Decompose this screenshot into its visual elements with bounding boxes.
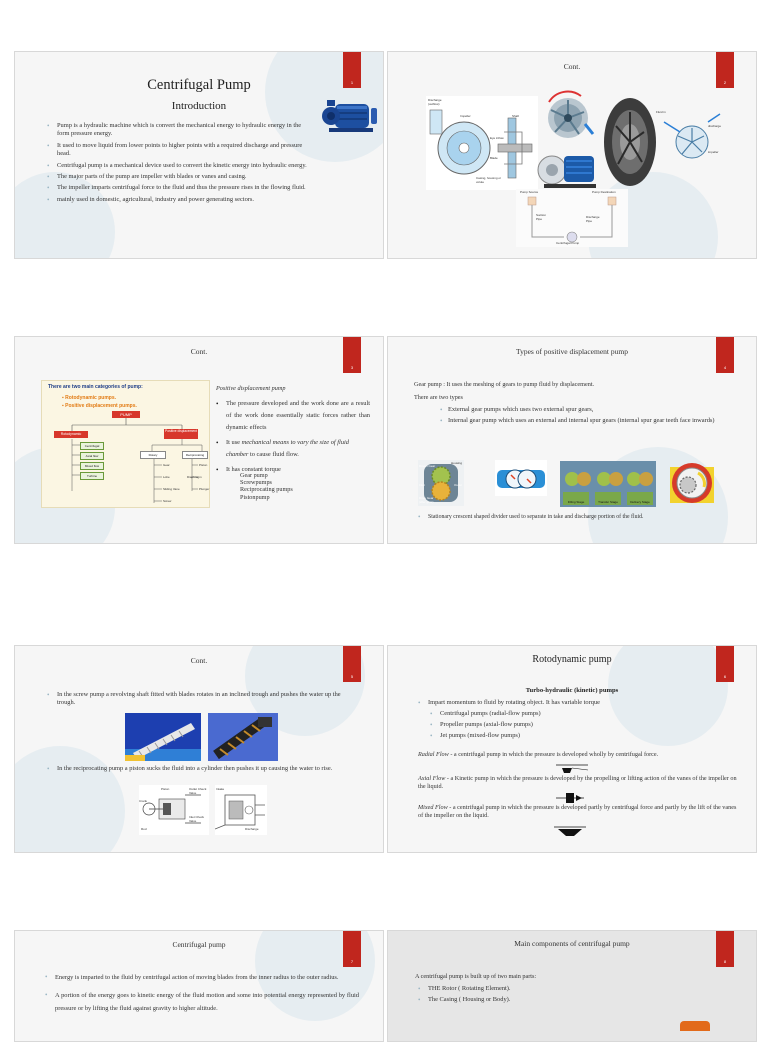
slide-5 — [14, 645, 384, 853]
bullet-item: • Impart momentum to fluid by rotating object. It has variable torque — [416, 699, 736, 707]
slide-8 — [387, 930, 757, 1042]
pd-bullet-list — [214, 398, 370, 479]
components-list — [416, 985, 716, 1008]
slide-number-tab: 1 — [343, 52, 361, 88]
reciprocating-pump-diagram — [139, 785, 209, 835]
bullet-item: • It use mechanical means to vary the size of fluid chamber to cause fluid flow. — [214, 437, 370, 461]
tree-sliding-vane: Sliding Vane — [163, 487, 180, 491]
pd-type: Screwpumps — [240, 479, 272, 487]
bullet-list — [45, 122, 311, 207]
slide-title: Cont. — [190, 347, 208, 356]
slide-number-tab: 2 — [716, 52, 734, 88]
screw-pump-bullet — [45, 691, 351, 711]
tree-centrifugal: Centrifugal — [80, 442, 104, 450]
screw-pump-3d-image — [208, 713, 278, 761]
chart-item-rotodynamic: ▪ Rotodynamic pumps. — [62, 395, 117, 401]
tree-rotodynamic: Rotodynamic — [54, 431, 88, 438]
tree-turbine: Turbine — [80, 472, 104, 480]
label-housing: Housing — [451, 461, 463, 465]
label-discharge: Discharge — [245, 827, 259, 831]
stage-filling: Filling Stage — [563, 492, 589, 505]
slide-7 — [14, 930, 384, 1042]
label-outlet: Outlet — [454, 483, 463, 487]
bullet-item: • It has constant torque — [214, 464, 370, 476]
pd-heading: Positive displacement pump — [216, 385, 286, 392]
pd-type: Gear pump — [240, 472, 268, 479]
component-image-peek — [680, 1021, 710, 1031]
slide-6 — [387, 645, 757, 853]
chart-heading: There are two main categories of pump: — [48, 384, 143, 390]
tree-positive-displacement: Positive displacement — [164, 429, 198, 439]
label-discharge-outflow: Discharge (outflow) — [428, 98, 442, 106]
label-suction-pipe: Suction Pipe — [536, 213, 547, 221]
slide-title: Cont. — [190, 656, 208, 665]
centrifugal-bullet-list — [43, 971, 359, 1018]
stage-delivery: Delivery Stage — [627, 492, 653, 505]
pump-cutaway-image — [600, 92, 658, 192]
slide-title: Centrifugal pump — [172, 940, 226, 949]
bullet-item: • Centrifugal pump is a mechanical device used to convert the kinetic energy into hydraulic energy. — [45, 162, 311, 170]
bullet-item: • The Casing ( Housing or Body). — [416, 996, 716, 1004]
bullet-item: • Centrifugal pumps (radial-flow pumps) — [416, 710, 736, 718]
gear-pump-intro: Gear pump : It uses the meshing of gears to pump fluid by displacement. — [414, 381, 595, 388]
label-centrifugal-pump: Centrifugal Pump — [556, 241, 580, 245]
fluid-flow-diagram — [656, 108, 726, 170]
slide-title: Main components of centrifugal pump — [514, 939, 630, 948]
label-impeller: Impeller — [460, 114, 471, 118]
slide-1 — [14, 51, 384, 259]
mixed-flow-icon — [552, 825, 588, 837]
bullet-item: • In the reciprocating pump a piston sucks the fluid into a cylinder then pushes it up causing the water to rise. — [45, 765, 351, 773]
slide-title: Rotodynamic pump — [532, 654, 612, 665]
reciprocating-pump-bullet — [45, 765, 351, 776]
bullet-item: • In the screw pump a revolving shaft fitted with blades rotates in an inclined trough and pushes the water up the trough. — [45, 691, 351, 708]
pump-piping-schematic — [516, 189, 628, 247]
slide-number-tab: 5 — [343, 646, 361, 682]
axial-flow-text: Axial Flow - a Kinetic pump in which the pressure is developed by the propelling or lifting action of the vanes of the impeller on the liquid. — [418, 775, 737, 790]
radial-flow-icon — [554, 762, 590, 774]
slide-title: Centrifugal Pump — [147, 77, 251, 93]
slide-number-tab: 4 — [716, 337, 734, 373]
label-fluid-in: Fluid in — [656, 110, 666, 114]
slide-2 — [387, 51, 757, 259]
pump-categories-chart — [41, 380, 210, 508]
tree-mixed-flow: Mixed flow — [80, 462, 104, 470]
external-gear-pump-image — [418, 460, 464, 506]
crescent-note — [416, 513, 736, 524]
tree-reciprocating: Reciprocating — [182, 451, 208, 459]
label-inlet-check-valve: Inlet Check Valve — [189, 815, 205, 823]
impeller-rotation-image — [541, 90, 595, 142]
axial-flow-icon — [554, 792, 586, 804]
gear-type-list — [426, 406, 726, 429]
pd-type: Reciprocating pumps — [240, 486, 293, 494]
tree-screw: Screw — [163, 499, 172, 503]
bullet-item: • A portion of the energy goes to kinetic energy of the fluid motion and some into potential energy represented by fluid pressure or by lifting the fluid against gravity to higher altitude. — [43, 989, 359, 1015]
centrifugal-pump-motor-image — [536, 144, 600, 194]
label-outlet-check-valve: Outlet Check Valve — [189, 787, 207, 795]
bullet-item: • External gear pumps which uses two external spur gears, — [426, 406, 726, 414]
label-casing: Casing, housing or volute — [476, 176, 502, 184]
label-inlet: Inlet — [419, 483, 425, 487]
bullet-item: • mainly used in domestic, agricultural, industry and power generating sectors. — [45, 196, 311, 204]
label-driven-gear: Driven Gear — [419, 464, 436, 468]
pd-type-list — [240, 472, 293, 501]
label-rod: Rod — [141, 827, 147, 831]
slide-number-tab: 7 — [343, 931, 361, 967]
slide-number-tab: 3 — [343, 337, 361, 373]
turbo-heading: Turbo-hydraulic (kinetic) pumps — [525, 687, 619, 694]
chart-item-positive: ▪ Positive displacement pumps. — [62, 403, 137, 409]
label-blade: Blade — [490, 156, 498, 160]
bullet-item: • Energy is imparted to the fluid by centrifugal action of moving blades from the inner radius to the outer radius. — [43, 971, 359, 984]
components-intro: A centrifugal pump is built up of two main parts: — [415, 973, 537, 980]
tree-gear: Gear — [163, 463, 170, 467]
label-discharge-pipe: Discharge Pipe — [586, 215, 600, 223]
label-pump-source: Pump Source — [520, 190, 539, 194]
label-pump-destination: Pump Destination — [592, 190, 616, 194]
slide-4 — [387, 336, 757, 544]
slide-title: Cont. — [563, 62, 581, 71]
slide-3 — [14, 336, 384, 544]
bullet-item: • Pump is a hydraulic machine which is convert the mechanical energy to hydraulic energy in the form pressure energy. — [45, 122, 311, 139]
tree-piston: Piston — [199, 463, 208, 467]
mixed-flow-text: Mixed Flow - a centrifugal pump in which the pressure is developed partly by centrifugal force and partly by the lift of the vanes of the impeller on the liquid. — [418, 804, 737, 819]
two-types: There are two types — [414, 394, 463, 401]
label-intake: Intake — [216, 787, 225, 791]
gear-pump-stages-image — [560, 461, 656, 507]
label-drive-gear: Drive Gear (idler gear) — [419, 496, 434, 504]
bullet-item: • The major parts of the pump are impeller with blades or vanes and casing. — [45, 173, 311, 181]
label-eye-inflow: Eye inflow — [490, 136, 504, 140]
tree-lobe: Lobe — [163, 475, 170, 479]
internal-gear-pump-image — [664, 459, 718, 507]
bullet-item: • Internal gear pump which uses an external and internal spur gears (internal spur gear teeth face inwards) — [426, 417, 726, 425]
bullet-item: • Stationary crescent shaped divider used to separate in take and discharge portion of the fluid. — [416, 513, 736, 521]
stage-transfer: Transfer Stage — [595, 492, 621, 505]
reciprocating-pump-sketch — [215, 785, 267, 835]
label-piston: Piston — [161, 787, 170, 791]
bullet-item: • Jet pumps (mixed-flow pumps) — [416, 732, 736, 740]
pump-cross-section-diagram — [426, 96, 538, 190]
bullet-item: • THE Rotor ( Rotating Element). — [416, 985, 716, 993]
slide-title: Types of positive displacement pump — [516, 347, 628, 356]
bullet-item: • The impeller imparts centrifugal force to the fluid and thus the pressure rises in the flowing fluid. — [45, 184, 311, 192]
slide-number-tab: 8 — [716, 931, 734, 967]
radial-flow-text: Radial Flow - a centrifugal pump in which the pressure is developed wholly by centrifugal force. — [418, 751, 659, 758]
slide-number-tab: 6 — [716, 646, 734, 682]
screw-pump-image — [125, 713, 201, 761]
turbo-list — [416, 699, 736, 743]
slide-subtitle: Introduction — [171, 100, 227, 112]
bullet-item: • The pressure developed and the work done are a result of the work done essentially static forces rather than dynamic effects — [214, 398, 370, 434]
bullet-item: • Propeller pumps (axial-flow pumps) — [416, 721, 736, 729]
pd-type: Pistonpump — [240, 493, 270, 501]
tree-rotary: Rotary — [140, 451, 166, 459]
gear-pump-flow-image — [495, 460, 547, 496]
tree-plunger: Plunger — [199, 487, 210, 491]
label-shaft: Shaft — [512, 114, 520, 118]
tree-diaphragm: Diaphragm — [187, 475, 202, 479]
tree-axial-flow: Axial flow — [80, 452, 104, 460]
label-discharge: discharge — [708, 124, 722, 128]
bullet-item: • It used to move liquid from lower points to higher points with a required discharge and pressure head. — [45, 142, 311, 159]
tree-root-pump: PUMP — [112, 411, 140, 418]
pump-motor-image — [321, 98, 381, 140]
label-impeller-2: impeller — [708, 150, 719, 154]
label-crank: Crank — [139, 799, 148, 803]
